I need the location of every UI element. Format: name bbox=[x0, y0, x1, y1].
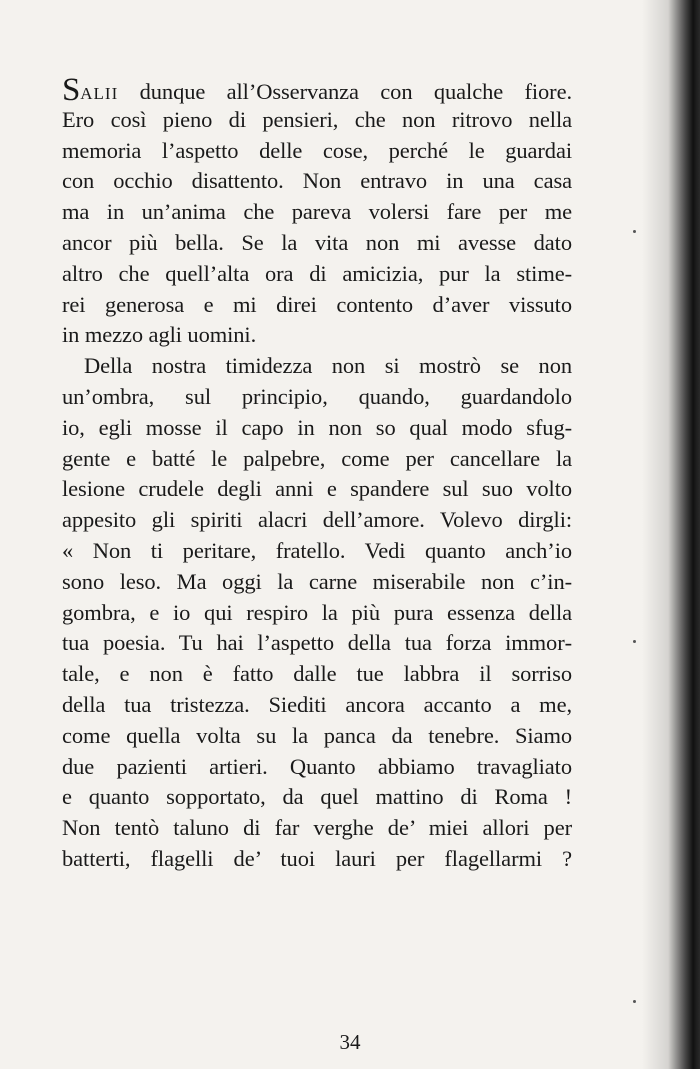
text-line: tale, e non è fatto dalle tue labbra il sorriso bbox=[62, 661, 572, 687]
body-text bbox=[62, 74, 572, 875]
drop-cap: S bbox=[62, 72, 81, 108]
text-line: memoria l’aspetto delle cose, perché le guardai bbox=[62, 137, 572, 163]
text-line: un’ombra, sul principio, quando, guardandolo bbox=[62, 383, 572, 409]
text-line: due pazienti artieri. Quanto abbiamo travagliato bbox=[62, 753, 572, 779]
text-line: e quanto sopportato, da quel mattino di Roma ! bbox=[62, 784, 572, 810]
text-line: gente e batté le palpebre, come per cancellare la bbox=[62, 445, 572, 471]
text-line: gombra, e io qui respiro la più pura essenza della bbox=[62, 599, 572, 625]
scan-speck bbox=[633, 1000, 636, 1003]
text-line: Ero così pieno di pensieri, che non ritrovo nella bbox=[62, 106, 572, 132]
text-line: Della nostra timidezza non si mostrò se non bbox=[84, 353, 572, 379]
text-line: tua poesia. Tu hai l’aspetto della tua forza immor‐ bbox=[62, 630, 572, 656]
page-number: 34 bbox=[339, 1030, 361, 1054]
text-line: con occhio disattento. Non entravo in una casa bbox=[62, 168, 572, 194]
text-line: SALII dunque all’Osservanza con qualche fiore. bbox=[62, 72, 572, 108]
text-line: sono leso. Ma oggi la carne miserabile non c’in‐ bbox=[62, 568, 572, 594]
page-edge-shadow bbox=[642, 0, 700, 1069]
text-line: rei generosa e mi direi contento d’aver vissuto bbox=[62, 291, 572, 317]
text-line: batterti, flagelli de’ tuoi lauri per flagellarmi ? bbox=[62, 845, 572, 871]
scan-speck bbox=[633, 230, 636, 233]
paragraph-2 bbox=[62, 351, 572, 875]
text-line: ancor più bella. Se la vita non mi avesse dato bbox=[62, 229, 572, 255]
text-line: « Non ti peritare, fratello. Vedi quanto anch’io bbox=[62, 537, 572, 563]
paragraph-1 bbox=[62, 74, 572, 351]
text-line: della tua tristezza. Siediti ancora accanto a me, bbox=[62, 691, 572, 717]
text-line: altro che quell’alta ora di amicizia, pur la stime‐ bbox=[62, 260, 572, 286]
text-line: appesito gli spiriti alacri dell’amore. Volevo dirgli: bbox=[62, 507, 572, 533]
text-line: Non tentò taluno di far verghe de’ miei allori per bbox=[62, 815, 572, 841]
text-line: lesione crudele degli anni e spandere sul suo volto bbox=[62, 476, 572, 502]
text-line: io, egli mosse il capo in non so qual modo sfug‐ bbox=[62, 414, 572, 440]
small-caps-word: ALII bbox=[80, 84, 119, 103]
text-line: ma in un’anima che pareva volersi fare per me bbox=[62, 199, 572, 225]
text-line: in mezzo agli uomini. bbox=[62, 322, 257, 348]
text-line: come quella volta su la panca da tenebre. Siamo bbox=[62, 722, 572, 748]
scan-speck bbox=[633, 640, 636, 643]
